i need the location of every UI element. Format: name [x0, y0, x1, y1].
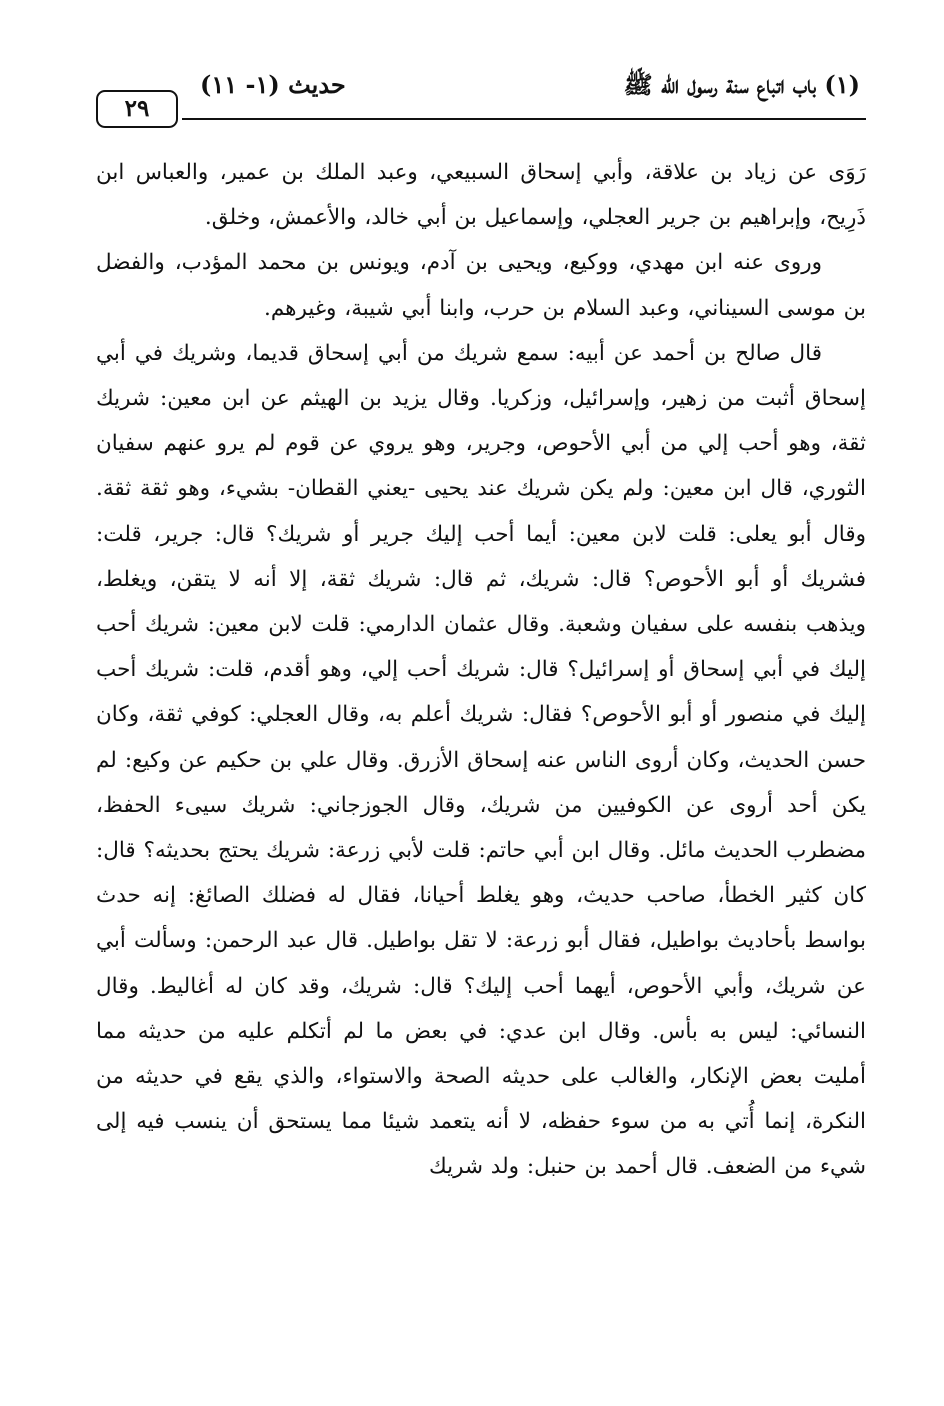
- page-header: [96, 68, 866, 130]
- chapter-title: (١) باب اتباع سنة رسول الله ﷺ: [623, 70, 860, 99]
- header-divider: [182, 118, 866, 120]
- paragraph: قال صالح بن أحمد عن أبيه: سمع شريك من أبي إسحاق قديما، وشريك في أبي إسحاق أثبت من زهير، وإسرائيل، وزكريا. وقال يزيد بن الهيثم عن ابن معين: شريك ثقة، وهو أحب إلي من أبي الأحوص، وجرير، وهو يروي عن قوم لم يرو عنهم سفيان الثوري، قال ابن معين: ولم يكن شريك عند يحيى -يعني القطان- بشيء، وهو ثقة ثقة. وقال أبو يعلى: قلت لابن معين: أيما أحب إليك جرير أو شريك؟ قال: جرير، قلت: فشريك أو أبو الأحوص؟ قال: شريك، ثم قال: شريك ثقة، إلا أنه لا يتقن، ويغلط، ويذهب بنفسه على سفيان وشعبة. وقال عثمان الدارمي: قلت لابن معين: شريك أحب إليك في أبي إسحاق أو إسرائيل؟ قال: شريك أحب إلي، وهو أقدم، قلت: شريك أحب إليك في منصور أو أبو الأحوص؟ فقال: شريك أعلم به، وقال العجلي: كوفي ثقة، وكان حسن الحديث، وكان أروى الناس عنه إسحاق الأزرق. وقال علي بن حكيم عن وكيع: لم يكن أحد أروى عن الكوفيين من شريك، وقال الجوزجاني: شريك سيىء الحفظ، مضطرب الحديث مائل. وقال ابن أبي حاتم: قلت لأبي زرعة: شريك يحتج بحديثه؟ قال: كان كثير الخطأ، صاحب حديث، وهو يغلط أحيانا، فقال له فضلك الصائغ: إنه حدث بواسط بأحاديث بواطيل، فقال أبو زرعة: لا تقل بواطيل. قال عبد الرحمن: وسألت أبي عن شريك، وأبي الأحوص، أيهما أحب إليك؟ قال: شريك، وقد كان له أغاليط. وقال النسائي: ليس به بأس. وقال ابن عدي: في بعض ما لم أتكلم عليه من حديثه مما أمليت بعض الإنكار، والغالب على حديثه الصحة والاستواء، والذي يقع في حديثه من النكرة، إنما أُتي به من سوء حفظه، لا أنه يتعمد شيئا مما يستحق أن ينسب فيه إلى شيء من الضعف. قال أحمد بن حنبل: ولد شريك: [96, 340, 866, 1180]
- hadith-range: حديث (١- ١١): [200, 70, 346, 99]
- paragraph: رَوَى عن زياد بن علاقة، وأبي إسحاق السبيعي، وعبد الملك بن عمير، والعباس ابن ذَرِيح، وإبراهيم بن جرير العجلي، وإسماعيل بن أبي خالد، والأعمش، وخلق.: [96, 160, 866, 231]
- page-number: ٢٩: [96, 90, 178, 128]
- page-body: [96, 150, 866, 1190]
- paragraph: وروى عنه ابن مهدي، ووكيع، ويحيى بن آدم، ويونس بن محمد المؤدب، والفضل بن موسى السيناني، وعبد السلام بن حرب، وابنا أبي شيبة، وغيرهم.: [96, 250, 866, 321]
